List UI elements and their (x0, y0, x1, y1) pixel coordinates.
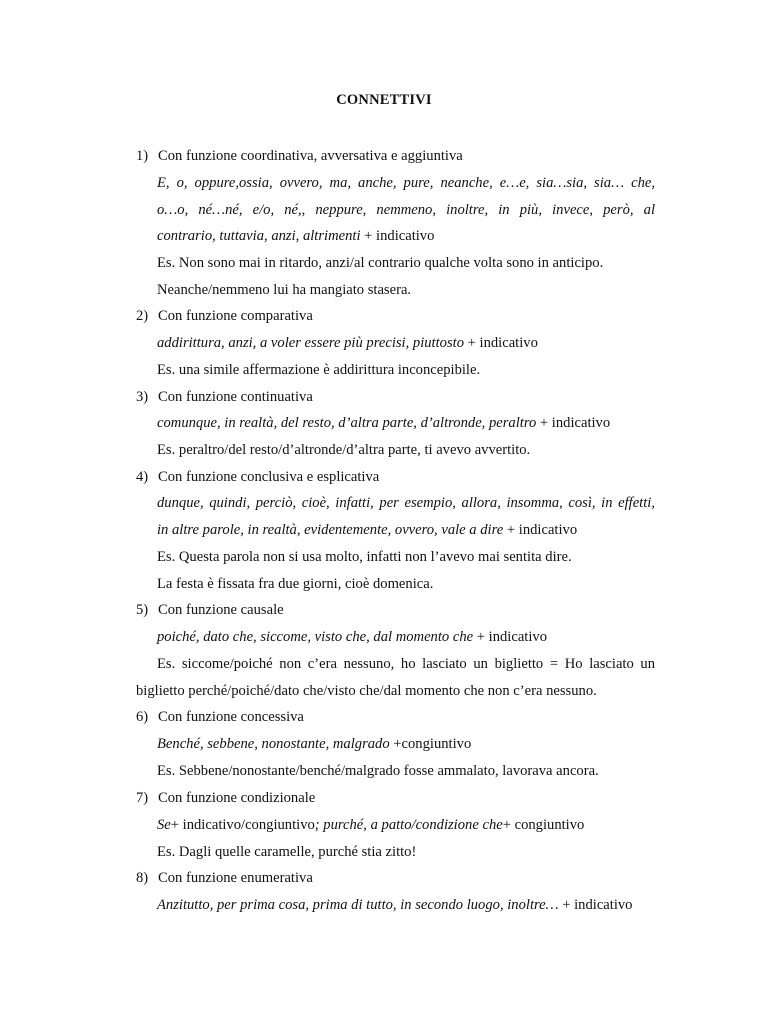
section-number: 8) (136, 870, 149, 886)
connectives-text: in altre parole, in realtà, evidentemente, ovvero, vale a dire (157, 522, 504, 538)
example-text: Es. Non sono mai in ritardo, anzi/al contrario qualche volta sono in anticipo. (157, 255, 604, 271)
example-text: Es. siccome/poiché non c’era nessuno, ho lasciato un biglietto = Ho lasciato un (157, 656, 655, 672)
mood-note: + congiuntivo (502, 817, 585, 833)
mood-note: + indicativo/congiuntivo (170, 817, 315, 833)
section-heading: Con funzione causale (158, 602, 284, 618)
example-text: Es. peraltro/del resto/d’altronde/d’altra parte, ti avevo avvertito. (157, 442, 531, 458)
example-text: Es. Questa parola non si usa molto, infatti non l’avevo mai sentita dire. (157, 549, 572, 565)
section-number: 7) (136, 790, 149, 806)
example-text: Es. Sebbene/nonostante/benché/malgrado fosse ammalato, lavorava ancora. (157, 763, 599, 779)
example-text: Es. una simile affermazione è addirittura inconcepibile. (157, 362, 481, 378)
section-number: 3) (136, 389, 149, 405)
example-text: Es. Dagli quelle caramelle, purché stia zitto! (157, 844, 417, 860)
example-text: La festa è fissata fra due giorni, cioè domenica. (157, 576, 434, 592)
mood-note: + indicativo (536, 415, 611, 431)
mood-note: + indicativo (558, 897, 633, 913)
section-heading: Con funzione continuativa (158, 389, 313, 405)
connectives-text: o…o, né…né, e/o, né,, neppure, nemmeno, inoltre, in più, invece, però, al (157, 202, 655, 218)
section-number: 6) (136, 709, 149, 725)
connectives-text: Benché, sebbene, nonostante, malgrado (157, 736, 390, 752)
connectives-text: contrario, tuttavia, anzi, altrimenti (157, 228, 361, 244)
section-heading: Con funzione comparativa (158, 308, 313, 324)
section-number: 2) (136, 308, 149, 324)
page-title: CONNETTIVI (336, 92, 432, 108)
section-heading: Con funzione enumerativa (158, 870, 313, 886)
connectives-text: E, o, oppure,ossia, ovvero, ma, anche, pure, neanche, e…e, sia…sia, sia… che, (157, 175, 655, 191)
mood-note: + indicativo (360, 228, 435, 244)
section-heading: Con funzione conclusiva e esplicativa (158, 469, 380, 485)
section-heading: Con funzione coordinativa, avversativa e aggiuntiva (158, 148, 463, 164)
connectives-text: dunque, quindi, perciò, cioè, infatti, per esempio, allora, insomma, così, in effetti, (157, 495, 655, 511)
mood-note: +congiuntivo (389, 736, 472, 752)
section-heading: Con funzione concessiva (158, 709, 304, 725)
example-text: biglietto perché/poiché/dato che/visto che/dal momento che non c’era nessuno. (136, 683, 597, 699)
connectives-text: Se (157, 817, 171, 833)
mood-note: + indicativo (473, 629, 547, 645)
connectives-text: addirittura, anzi, a voler essere più precisi, piuttosto (157, 335, 464, 351)
connectives-text: Anzitutto, per prima cosa, prima di tutto, in secondo luogo, inoltre… (157, 897, 559, 913)
section-number: 5) (136, 602, 149, 618)
example-text: Neanche/nemmeno lui ha mangiato stasera. (157, 282, 412, 298)
connectives-text: poiché, dato che, siccome, visto che, dal momento che (157, 629, 474, 645)
mood-note: + indicativo (464, 335, 538, 351)
section-number: 1) (136, 148, 149, 164)
connectives-text: ; purché, a patto/condizione che (314, 817, 503, 833)
section-heading: Con funzione condizionale (158, 790, 316, 806)
section-number: 4) (136, 469, 149, 485)
connectives-text: comunque, in realtà, del resto, d’altra parte, d’altronde, peraltro (157, 415, 537, 431)
mood-note: + indicativo (503, 522, 578, 538)
